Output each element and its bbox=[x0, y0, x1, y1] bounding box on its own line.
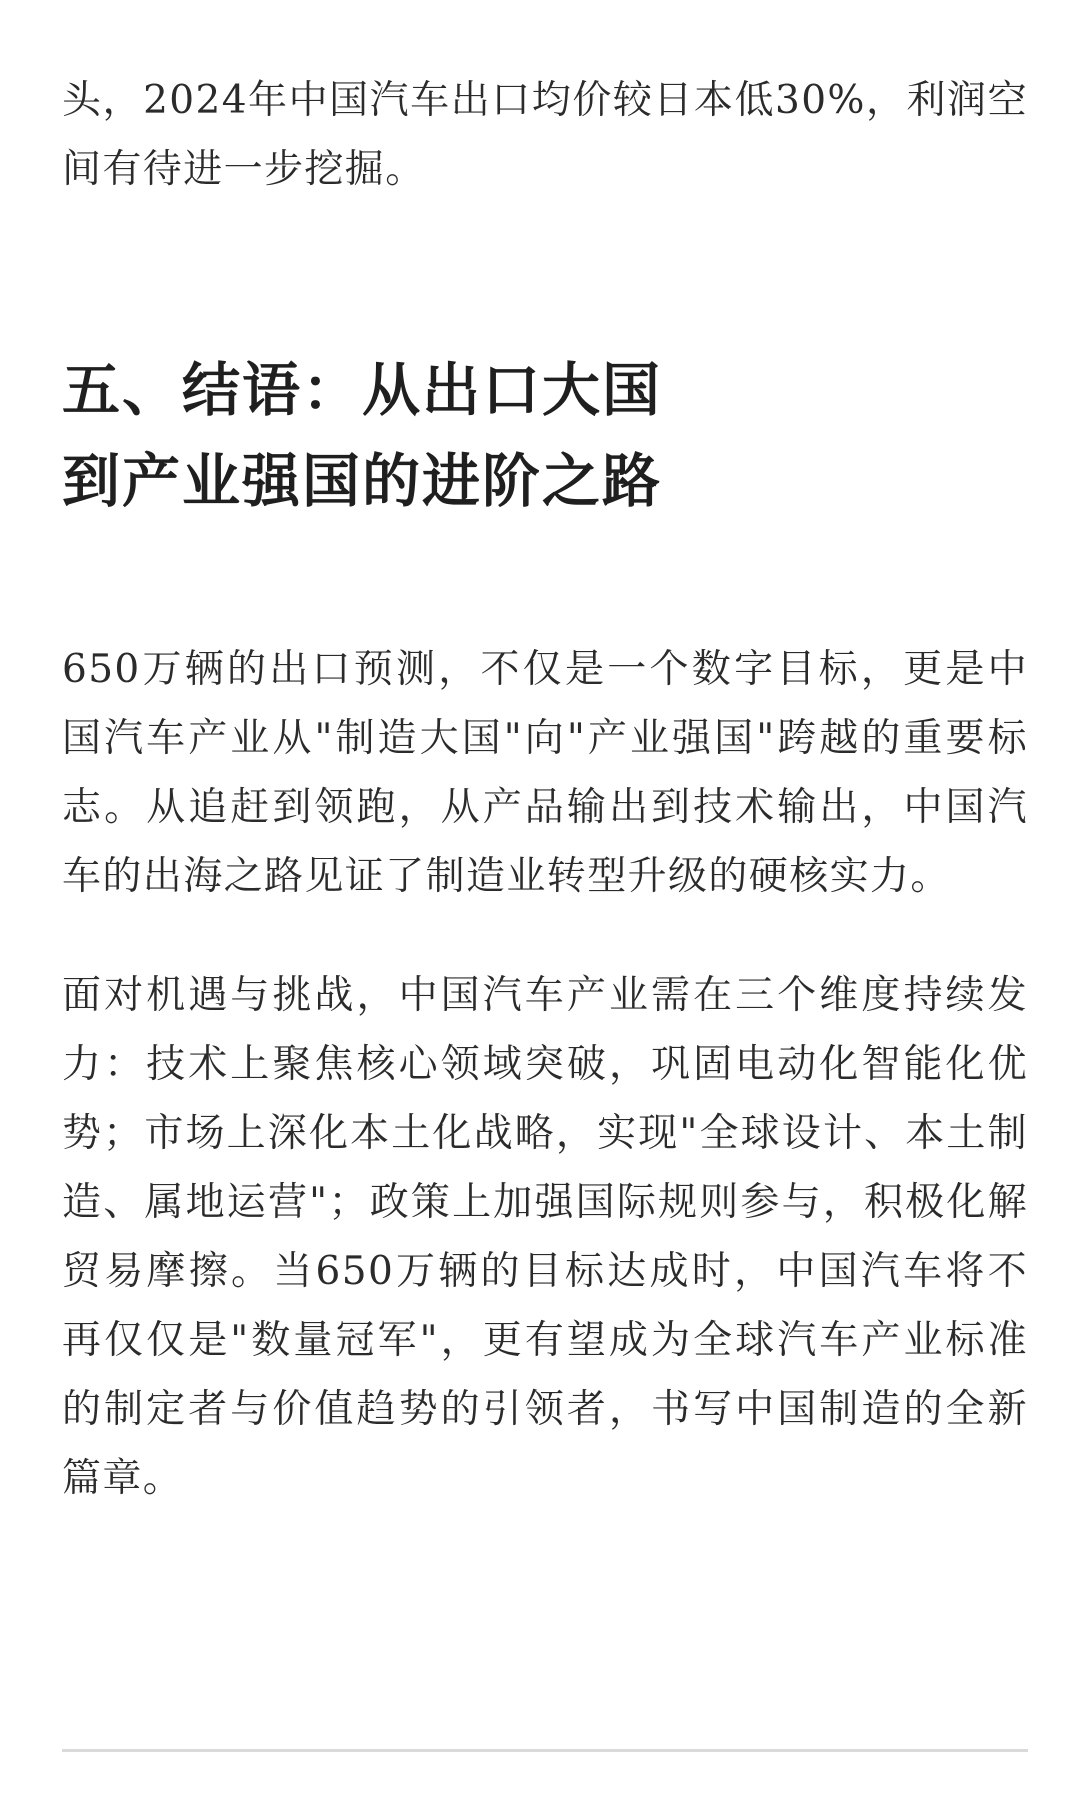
conclusion-paragraph-2: 面对机遇与挑战，中国汽车产业需在三个维度持续发力：技术上聚焦核心领域突破，巩固电动化智能化优势；市场上深化本土化战略，实现"全球设计、本土制造、属地运营"；政策上加强国际规则参与，积极化解贸易摩擦。当650万辆的目标达成时，中国汽车将不再仅仅是"数量冠军"，更有望成为全球汽车产业标准的制定者与价值趋势的引领者，书写中国制造的全新篇章。 bbox=[62, 973, 1028, 1501]
section-heading-line-2: 到产业强国的进阶之路 bbox=[62, 447, 663, 515]
section-heading-line-1: 五、结语：从出口大国 bbox=[62, 356, 663, 424]
conclusion-paragraph-1: 650万辆的出口预测，不仅是一个数字目标，更是中国汽车产业从"制造大国"向"产业强国"跨越的重要标志。从追赶到领跑，从产品输出到技术输出，中国汽车的出海之路见证了制造业转型升级的硬核实力。 bbox=[62, 647, 1028, 899]
intro-paragraph-tail: 头，2024年中国汽车出口均价较日本低30%，利润空间有待进一步挖掘。 bbox=[62, 78, 1028, 192]
footer-divider bbox=[62, 1749, 1028, 1752]
section-heading bbox=[62, 345, 662, 527]
